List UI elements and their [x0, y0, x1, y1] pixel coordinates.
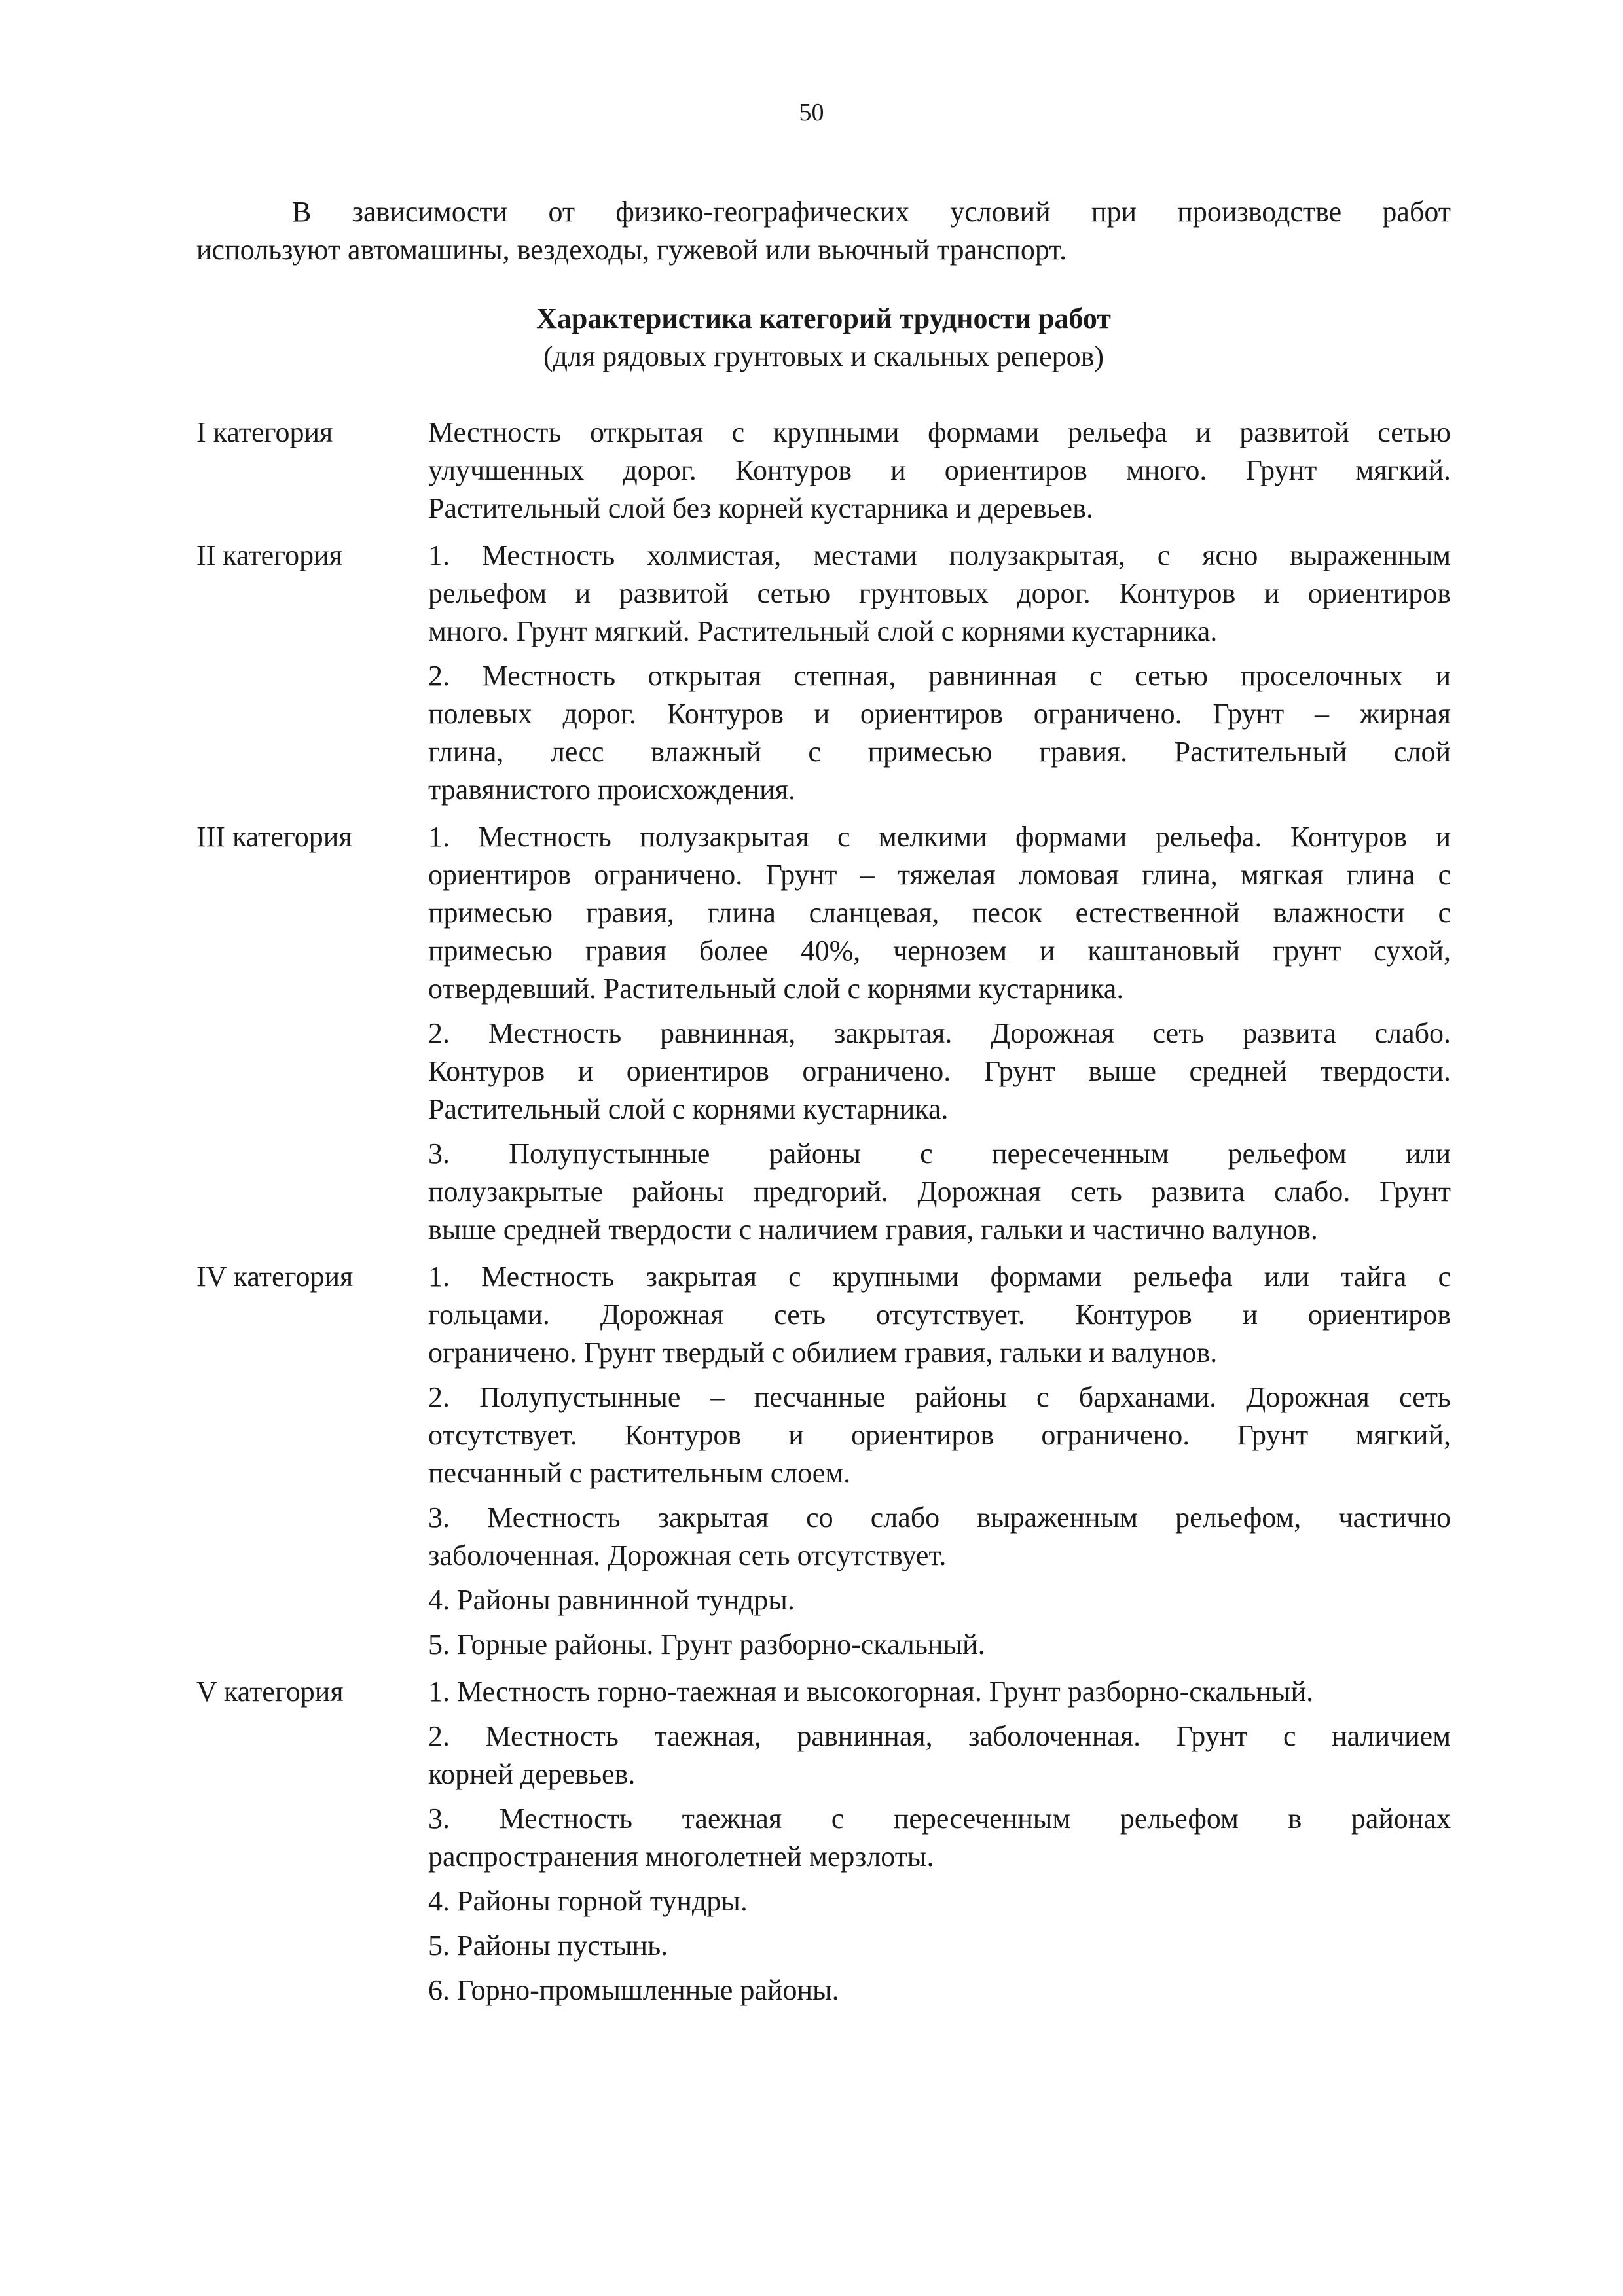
text-line: примесью гравия, глина сланцевая, песок естественной влажности с: [428, 897, 1451, 929]
text-line: 2. Местность равнинная, закрытая. Дорожная сеть развита слабо.: [428, 1017, 1451, 1049]
text-line: травянистого происхождения.: [428, 774, 795, 806]
category-paragraph: [428, 1499, 1451, 1575]
category-paragraph: [428, 1971, 1451, 2009]
category-paragraph: [428, 1927, 1451, 1965]
category-paragraph: [428, 1673, 1451, 1711]
category-paragraph: [428, 537, 1451, 651]
text-line: 5. Горные районы. Грунт разборно-скальный.: [428, 1628, 985, 1660]
text-line: 2. Местность открытая степная, равнинная с сетью проселочных и: [428, 660, 1451, 692]
text-line: 1. Местность закрытая с крупными формами рельефа или тайга с: [428, 1261, 1451, 1293]
text-line: 5. Районы пустынь.: [428, 1929, 668, 1962]
category-paragraph: [428, 1135, 1451, 1249]
category-description: [428, 1258, 1451, 1664]
category-paragraph: [428, 1800, 1451, 1876]
text-line: отвердевший. Растительный слой с корнями кустарника.: [428, 973, 1124, 1005]
page-number: 50: [799, 99, 824, 126]
text-line: примесью гравия более 40%, чернозем и каштановый грунт сухой,: [428, 935, 1451, 967]
category-name: III категория: [196, 821, 352, 853]
category-description: [428, 1673, 1451, 2009]
text-line: отсутствует. Контуров и ориентиров ограничено. Грунт мягкий,: [428, 1419, 1451, 1451]
text-line: Местность открытая с крупными формами рельефа и развитой сетью: [428, 416, 1451, 448]
category-paragraph: [428, 1581, 1451, 1619]
text-line: выше средней твердости с наличием гравия, гальки и частично валунов.: [428, 1213, 1318, 1246]
category-paragraph: [428, 1626, 1451, 1664]
text-line: 3. Местность закрытая со слабо выраженным рельефом, частично: [428, 1501, 1451, 1534]
category-paragraph: [428, 414, 1451, 528]
text-line: 1. Местность холмистая, местами полузакрытая, с ясно выраженным: [428, 539, 1451, 571]
category-name: I категория: [196, 416, 333, 448]
category-description: [428, 537, 1451, 809]
text-line: 6. Горно-промышленные районы.: [428, 1974, 839, 2006]
category-row: [196, 414, 1451, 528]
category-description: [428, 818, 1451, 1249]
section-subtitle: (для рядовых грунтовых и скальных реперов): [543, 340, 1104, 372]
text-line: Растительный слой с корнями кустарника.: [428, 1093, 949, 1125]
category-paragraph: [428, 1014, 1451, 1128]
category-row: [196, 1673, 1451, 2009]
category-paragraph: [428, 1378, 1451, 1492]
category-row: [196, 1258, 1451, 1664]
category-name: II категория: [196, 539, 342, 571]
text-line: 4. Районы равнинной тундры.: [428, 1584, 795, 1616]
text-line: 3. Полупустынные районы с пересеченным рельефом или: [428, 1138, 1451, 1170]
text-line: ограничено. Грунт твердый с обилием гравия, гальки и валунов.: [428, 1336, 1218, 1369]
intro-line: В зависимости от физико-географических условий при производстве работ: [292, 196, 1451, 228]
intro-line: используют автомашины, вездеходы, гужевой или вьючный транспорт.: [196, 234, 1067, 266]
category-paragraph: [428, 657, 1451, 809]
categories-list: [196, 414, 1451, 2018]
category-row: [196, 537, 1451, 809]
section-title: Характеристика категорий трудности работ: [536, 302, 1111, 334]
text-line: улучшенных дорог. Контуров и ориентиров много. Грунт мягкий.: [428, 454, 1451, 486]
text-line: много. Грунт мягкий. Растительный слой с корнями кустарника.: [428, 615, 1218, 647]
text-line: песчанный с растительным слоем.: [428, 1457, 851, 1489]
text-line: Контуров и ориентиров ограничено. Грунт выше средней твердости.: [428, 1055, 1451, 1087]
category-paragraph: [428, 1882, 1451, 1920]
text-line: распространения многолетней мерзлоты.: [428, 1840, 934, 1873]
text-line: 1. Местность горно-таежная и высокогорная. Грунт разборно-скальный.: [428, 1676, 1314, 1708]
text-line: полузакрытые районы предгорий. Дорожная сеть развита слабо. Грунт: [428, 1175, 1451, 1208]
text-line: 4. Районы горной тундры.: [428, 1885, 748, 1917]
category-paragraph: [428, 818, 1451, 1008]
category-name: IV категория: [196, 1261, 354, 1293]
category-description: [428, 414, 1451, 528]
text-line: заболоченная. Дорожная сеть отсутствует.: [428, 1539, 947, 1571]
text-line: 2. Полупустынные – песчанные районы с барханами. Дорожная сеть: [428, 1381, 1451, 1413]
text-line: 3. Местность таежная с пересеченным рельефом в районах: [428, 1803, 1451, 1835]
text-line: Растительный слой без корней кустарника и деревьев.: [428, 492, 1093, 524]
text-line: ориентиров ограничено. Грунт – тяжелая ломовая глина, мягкая глина с: [428, 859, 1451, 891]
intro-paragraph: [196, 193, 1451, 269]
text-line: глина, лесс влажный с примесью гравия. Растительный слой: [428, 736, 1451, 768]
text-line: гольцами. Дорожная сеть отсутствует. Контуров и ориентиров: [428, 1299, 1451, 1331]
text-line: полевых дорог. Контуров и ориентиров ограничено. Грунт – жирная: [428, 698, 1451, 730]
text-line: корней деревьев.: [428, 1758, 636, 1790]
category-paragraph: [428, 1717, 1451, 1793]
text-line: 1. Местность полузакрытая с мелкими формами рельефа. Контуров и: [428, 821, 1451, 853]
category-paragraph: [428, 1258, 1451, 1372]
text-line: рельефом и развитой сетью грунтовых дорог. Контуров и ориентиров: [428, 577, 1451, 609]
section-heading: [196, 300, 1451, 376]
category-name: V категория: [196, 1676, 344, 1708]
category-row: [196, 818, 1451, 1249]
text-line: 2. Местность таежная, равнинная, заболоченная. Грунт с наличием: [428, 1720, 1451, 1752]
